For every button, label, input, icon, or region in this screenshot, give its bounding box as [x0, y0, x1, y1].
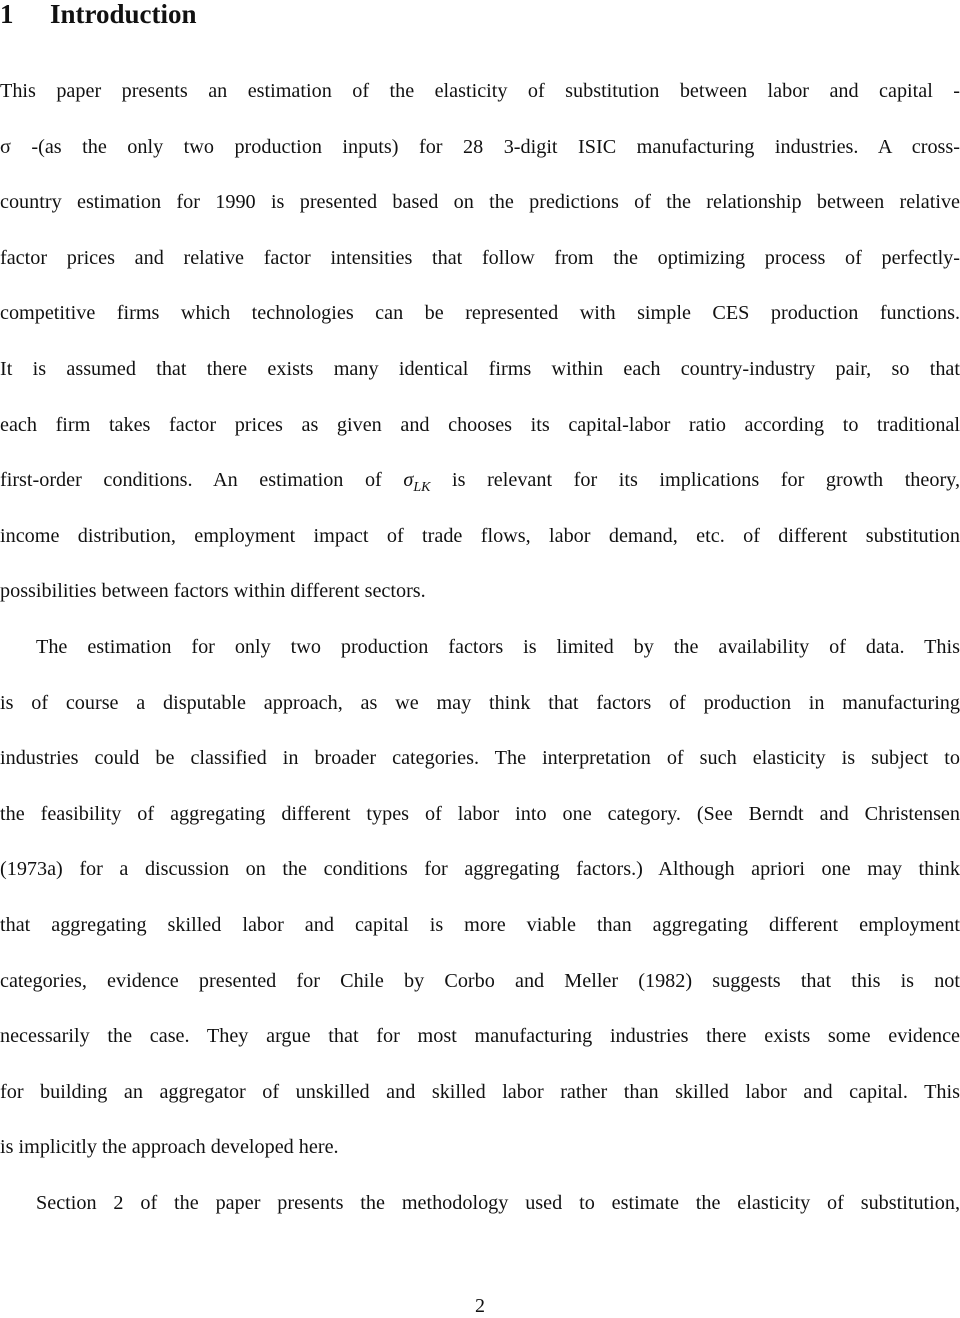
text-line: that aggregating skilled labor and capital is more viable than aggregating different employment — [0, 913, 960, 936]
text-line: This paper presents an estimation of the elasticity of substitution between labor and capital - — [0, 80, 960, 102]
text-line: competitive firms which technologies can be represented with simple CES production functions. — [0, 302, 960, 325]
section-number: 1 — [0, 0, 14, 29]
sigma-subscript: LK — [413, 480, 431, 496]
text-line: each firm takes factor prices as given and chooses its capital-labor ratio according to traditional — [0, 413, 960, 436]
sigma-lk-symbol — [403, 469, 431, 496]
text-line: (1973a) for a discussion on the conditions for aggregating factors.) Although apriori one may think — [0, 858, 960, 881]
text-line: It is assumed that there exists many identical firms within each country-industry pair, so that — [0, 357, 960, 380]
paragraph-1 — [0, 64, 960, 620]
text-line: country estimation for 1990 is presented based on the predictions of the relationship between relative — [0, 191, 960, 214]
text-line: factor prices and relative factor intensities that follow from the optimizing process of perfectly- — [0, 246, 960, 269]
text-line: categories, evidence presented for Chile by Corbo and Meller (1982) suggests that this is not — [0, 969, 960, 992]
text-line: The estimation for only two production factors is limited by the availability of data. This — [36, 636, 960, 658]
section-title: Introduction — [50, 0, 197, 29]
paragraph-2 — [0, 620, 960, 1176]
text-line: for building an aggregator of unskilled and skilled labor rather than skilled labor and capital. This — [0, 1080, 960, 1103]
text-line: the feasibility of aggregating different types of labor into one category. (See Berndt and Christensen — [0, 802, 960, 825]
text-line: possibilities between factors within different sectors. — [0, 580, 426, 603]
sigma-glyph: σ — [403, 469, 414, 492]
text-line: income distribution, employment impact of trade flows, labor demand, etc. of different substitution — [0, 524, 960, 547]
section-heading — [0, 0, 197, 28]
text-line: is implicitly the approach developed here. — [0, 1136, 339, 1159]
page-number: 2 — [475, 1295, 485, 1317]
text-fragment: is relevant for its implications for growth theory, — [430, 469, 960, 492]
text-line: necessarily the case. They argue that for most manufacturing industries there exists some evidence — [0, 1025, 960, 1048]
text-line: Section 2 of the paper presents the methodology used to estimate the elasticity of substitution, — [36, 1192, 960, 1214]
text-line: industries could be classified in broader categories. The interpretation of such elasticity is subject to — [0, 747, 960, 770]
paragraph-3 — [0, 1176, 960, 1232]
text-line: is of course a disputable approach, as we may think that factors of production in manufacturing — [0, 691, 960, 714]
text-fragment: first-order conditions. An estimation of — [0, 469, 404, 492]
text-line-with-sigma — [0, 453, 960, 509]
text-line: σ -(as the only two production inputs) for 28 3-digit ISIC manufacturing industries. A cross- — [0, 135, 960, 158]
